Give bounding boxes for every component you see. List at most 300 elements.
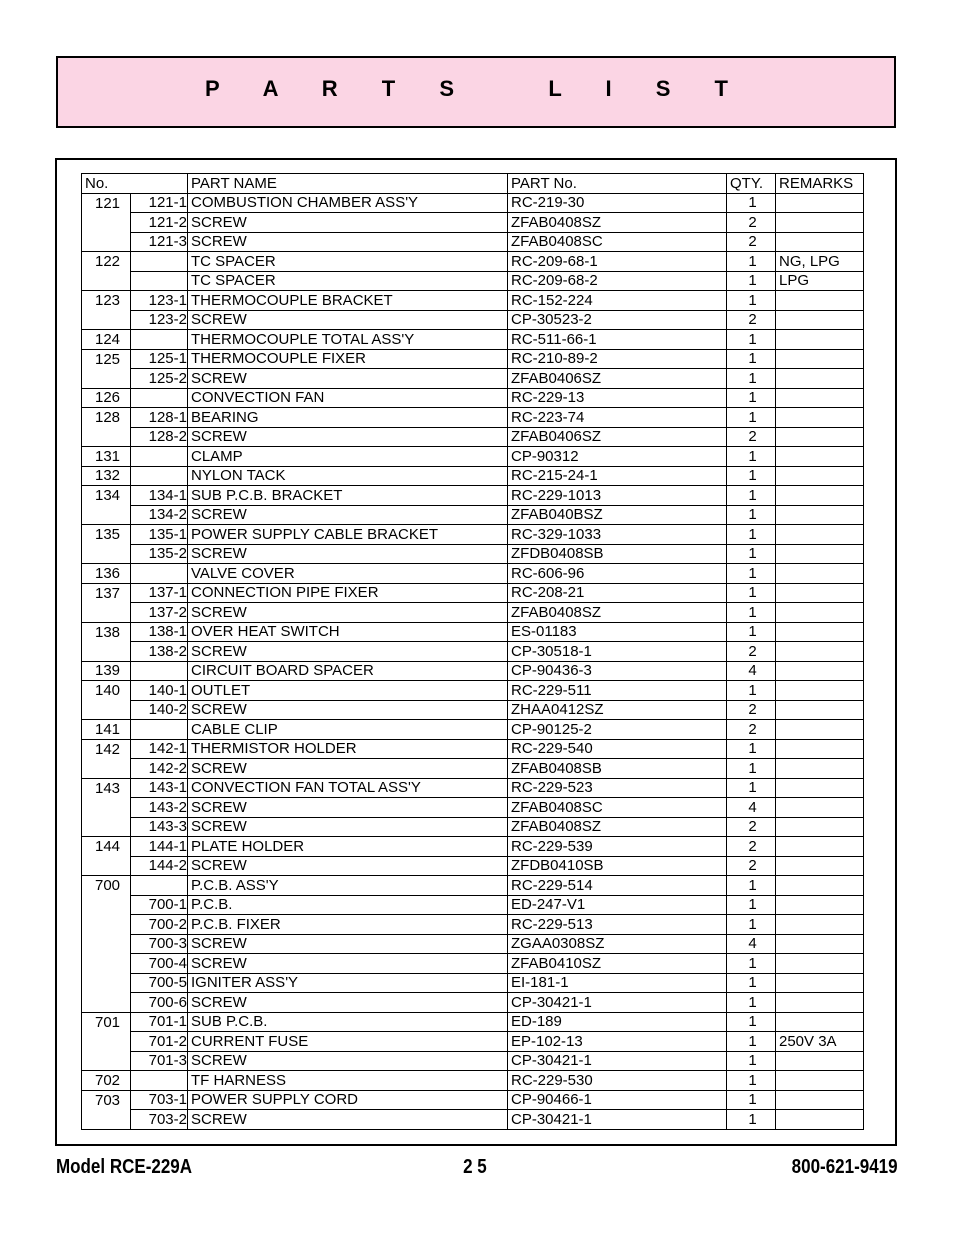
part-name-cell: NYLON TACK [188, 466, 508, 486]
sub-number-cell: 703-2 [131, 1110, 188, 1130]
item-number-cell: 140 [82, 681, 131, 701]
part-number-cell: ED-189 [508, 1012, 727, 1032]
part-number-cell: ES-01183 [508, 622, 727, 642]
part-number-cell: ZFAB0410SZ [508, 954, 727, 974]
remarks-cell [776, 954, 864, 974]
remarks-cell [776, 603, 864, 623]
item-number-cell: 134 [82, 486, 131, 506]
quantity-cell: 1 [727, 895, 776, 915]
quantity-cell: 1 [727, 622, 776, 642]
sub-number-cell: 128-1 [131, 408, 188, 428]
part-number-cell: RC-210-89-2 [508, 349, 727, 369]
parts-table-body [82, 193, 864, 1129]
part-name-cell: CONNECTION PIPE FIXER [188, 583, 508, 603]
part-number-cell: ZFDB0410SB [508, 856, 727, 876]
sub-number-cell [131, 271, 188, 291]
table-row [82, 369, 864, 389]
table-row [82, 720, 864, 740]
sub-number-cell: 143-2 [131, 798, 188, 818]
phone-number: 800-621-9419 [792, 1156, 898, 1178]
table-row [82, 291, 864, 311]
item-number-cell [82, 934, 131, 954]
item-number-cell [82, 213, 131, 233]
quantity-cell: 1 [727, 330, 776, 350]
part-name-cell: CLAMP [188, 447, 508, 467]
part-number-cell: RC-511-66-1 [508, 330, 727, 350]
table-row [82, 915, 864, 935]
part-name-cell: OUTLET [188, 681, 508, 701]
part-number-cell: RC-606-96 [508, 564, 727, 584]
item-number-cell: 700 [82, 876, 131, 896]
part-number-cell: RC-229-530 [508, 1071, 727, 1091]
remarks-cell: 250V 3A [776, 1032, 864, 1052]
part-number-cell: EP-102-13 [508, 1032, 727, 1052]
item-number-cell: 136 [82, 564, 131, 584]
part-name-cell: SCREW [188, 544, 508, 564]
item-number-cell: 144 [82, 837, 131, 857]
remarks-cell [776, 622, 864, 642]
quantity-cell: 2 [727, 817, 776, 837]
sub-number-cell: 137-2 [131, 603, 188, 623]
sub-number-cell: 700-4 [131, 954, 188, 974]
item-number-cell [82, 232, 131, 252]
sub-number-cell: 134-2 [131, 505, 188, 525]
table-row [82, 642, 864, 662]
part-name-cell: THERMOCOUPLE TOTAL ASS'Y [188, 330, 508, 350]
table-row [82, 252, 864, 272]
part-name-cell: SCREW [188, 505, 508, 525]
part-number-cell: ZFAB0408SZ [508, 603, 727, 623]
sub-number-cell: 700-1 [131, 895, 188, 915]
sub-number-cell: 123-2 [131, 310, 188, 330]
remarks-cell [776, 486, 864, 506]
quantity-cell: 1 [727, 486, 776, 506]
quantity-cell: 2 [727, 700, 776, 720]
remarks-cell [776, 291, 864, 311]
sub-number-cell [131, 388, 188, 408]
quantity-cell: 2 [727, 837, 776, 857]
item-number-cell: 132 [82, 466, 131, 486]
table-row [82, 993, 864, 1013]
remarks-cell [776, 583, 864, 603]
remarks-cell [776, 330, 864, 350]
table-row [82, 700, 864, 720]
part-name-cell: TC SPACER [188, 271, 508, 291]
item-number-cell [82, 817, 131, 837]
quantity-cell: 4 [727, 661, 776, 681]
sub-number-cell: 143-3 [131, 817, 188, 837]
part-name-cell: IGNITER ASS'Y [188, 973, 508, 993]
sub-number-cell: 125-1 [131, 349, 188, 369]
part-number-cell: CP-90312 [508, 447, 727, 467]
sub-number-cell: 128-2 [131, 427, 188, 447]
part-number-cell: RC-229-514 [508, 876, 727, 896]
quantity-cell: 1 [727, 291, 776, 311]
part-name-cell: COMBUSTION CHAMBER ASS'Y [188, 193, 508, 213]
remarks-cell [776, 798, 864, 818]
quantity-cell: 1 [727, 349, 776, 369]
quantity-cell: 1 [727, 369, 776, 389]
item-number-cell: 139 [82, 661, 131, 681]
part-number-cell: ZFAB0406SZ [508, 427, 727, 447]
item-number-cell [82, 369, 131, 389]
column-header-part-no: PART No. [508, 174, 727, 194]
remarks-cell [776, 564, 864, 584]
table-row [82, 817, 864, 837]
sub-number-cell: 144-1 [131, 837, 188, 857]
parts-list-header [56, 56, 896, 128]
remarks-cell [776, 778, 864, 798]
item-number-cell [82, 856, 131, 876]
part-number-cell: RC-229-523 [508, 778, 727, 798]
part-name-cell: CIRCUIT BOARD SPACER [188, 661, 508, 681]
remarks-cell [776, 1051, 864, 1071]
part-name-cell: P.C.B. ASS'Y [188, 876, 508, 896]
remarks-cell [776, 973, 864, 993]
part-number-cell: ZFAB040BSZ [508, 505, 727, 525]
table-row [82, 1012, 864, 1032]
part-number-cell: EI-181-1 [508, 973, 727, 993]
sub-number-cell: 700-6 [131, 993, 188, 1013]
quantity-cell: 1 [727, 1071, 776, 1091]
quantity-cell: 1 [727, 466, 776, 486]
sub-number-cell: 135-1 [131, 525, 188, 545]
quantity-cell: 1 [727, 973, 776, 993]
remarks-cell [776, 837, 864, 857]
sub-number-cell: 135-2 [131, 544, 188, 564]
sub-number-cell: 121-3 [131, 232, 188, 252]
sub-number-cell: 138-1 [131, 622, 188, 642]
quantity-cell: 1 [727, 603, 776, 623]
table-row [82, 505, 864, 525]
item-number-cell [82, 310, 131, 330]
part-name-cell: SCREW [188, 427, 508, 447]
table-row [82, 856, 864, 876]
item-number-cell [82, 271, 131, 291]
quantity-cell: 2 [727, 720, 776, 740]
part-number-cell: RC-208-21 [508, 583, 727, 603]
remarks-cell [776, 505, 864, 525]
quantity-cell: 1 [727, 505, 776, 525]
part-number-cell: ZHAA0412SZ [508, 700, 727, 720]
sub-number-cell: 142-1 [131, 739, 188, 759]
item-number-cell [82, 603, 131, 623]
table-row [82, 213, 864, 233]
column-header-part-name: PART NAME [188, 174, 508, 194]
quantity-cell: 1 [727, 759, 776, 779]
part-name-cell: CONVECTION FAN TOTAL ASS'Y [188, 778, 508, 798]
part-number-cell: RC-215-24-1 [508, 466, 727, 486]
part-number-cell: ZFDB0408SB [508, 544, 727, 564]
model-number: Model RCE-229A [56, 1156, 193, 1178]
item-number-cell [82, 1110, 131, 1130]
item-number-cell: 702 [82, 1071, 131, 1091]
part-name-cell: SCREW [188, 954, 508, 974]
table-row [82, 661, 864, 681]
sub-number-cell: 137-1 [131, 583, 188, 603]
part-name-cell: PLATE HOLDER [188, 837, 508, 857]
part-name-cell: P.C.B. FIXER [188, 915, 508, 935]
sub-number-cell [131, 720, 188, 740]
remarks-cell: LPG [776, 271, 864, 291]
remarks-cell [776, 817, 864, 837]
table-row [82, 525, 864, 545]
table-row [82, 1110, 864, 1130]
sub-number-cell [131, 661, 188, 681]
sub-number-cell: 121-1 [131, 193, 188, 213]
page-number: 2 5 [463, 1156, 487, 1178]
sub-number-cell: 701-3 [131, 1051, 188, 1071]
part-number-cell: ED-247-V1 [508, 895, 727, 915]
quantity-cell: 1 [727, 388, 776, 408]
table-row [82, 739, 864, 759]
remarks-cell [776, 232, 864, 252]
part-name-cell: CURRENT FUSE [188, 1032, 508, 1052]
item-number-cell [82, 427, 131, 447]
table-row [82, 759, 864, 779]
table-row [82, 447, 864, 467]
part-name-cell: SCREW [188, 993, 508, 1013]
item-number-cell [82, 915, 131, 935]
part-name-cell: OVER HEAT SWITCH [188, 622, 508, 642]
part-number-cell: ZFAB0408SB [508, 759, 727, 779]
part-number-cell: RC-152-224 [508, 291, 727, 311]
table-row [82, 564, 864, 584]
sub-number-cell: 700-2 [131, 915, 188, 935]
part-number-cell: RC-209-68-2 [508, 271, 727, 291]
sub-number-cell [131, 564, 188, 584]
part-name-cell: POWER SUPPLY CABLE BRACKET [188, 525, 508, 545]
part-name-cell: SCREW [188, 934, 508, 954]
quantity-cell: 1 [727, 681, 776, 701]
remarks-cell [776, 447, 864, 467]
part-number-cell: RC-209-68-1 [508, 252, 727, 272]
quantity-cell: 1 [727, 739, 776, 759]
part-number-cell: CP-30421-1 [508, 1051, 727, 1071]
item-number-cell: 137 [82, 583, 131, 603]
item-number-cell: 123 [82, 291, 131, 311]
table-row [82, 271, 864, 291]
part-name-cell: TF HARNESS [188, 1071, 508, 1091]
part-name-cell: SCREW [188, 603, 508, 623]
remarks-cell [776, 934, 864, 954]
part-number-cell: ZFAB0406SZ [508, 369, 727, 389]
part-name-cell: SCREW [188, 700, 508, 720]
remarks-cell [776, 681, 864, 701]
item-number-cell [82, 642, 131, 662]
quantity-cell: 1 [727, 193, 776, 213]
part-name-cell: SUB P.C.B. BRACKET [188, 486, 508, 506]
table-row [82, 330, 864, 350]
item-number-cell: 131 [82, 447, 131, 467]
item-number-cell: 125 [82, 349, 131, 369]
part-name-cell: POWER SUPPLY CORD [188, 1090, 508, 1110]
part-name-cell: THERMOCOUPLE BRACKET [188, 291, 508, 311]
table-header-row [82, 174, 864, 194]
part-number-cell: RC-229-511 [508, 681, 727, 701]
quantity-cell: 2 [727, 310, 776, 330]
quantity-cell: 1 [727, 564, 776, 584]
remarks-cell [776, 193, 864, 213]
quantity-cell: 1 [727, 954, 776, 974]
remarks-cell [776, 1071, 864, 1091]
part-number-cell: CP-30421-1 [508, 1110, 727, 1130]
sub-number-cell: 138-2 [131, 642, 188, 662]
part-name-cell: SCREW [188, 642, 508, 662]
table-row [82, 1032, 864, 1052]
part-name-cell: SUB P.C.B. [188, 1012, 508, 1032]
remarks-cell [776, 466, 864, 486]
item-number-cell: 701 [82, 1012, 131, 1032]
table-row [82, 837, 864, 857]
item-number-cell: 124 [82, 330, 131, 350]
quantity-cell: 2 [727, 213, 776, 233]
column-header-qty: QTY. [727, 174, 776, 194]
part-name-cell: CABLE CLIP [188, 720, 508, 740]
remarks-cell [776, 661, 864, 681]
quantity-cell: 1 [727, 583, 776, 603]
item-number-cell: 126 [82, 388, 131, 408]
part-number-cell: CP-30421-1 [508, 993, 727, 1013]
remarks-cell [776, 700, 864, 720]
part-number-cell: RC-219-30 [508, 193, 727, 213]
quantity-cell: 4 [727, 798, 776, 818]
remarks-cell [776, 427, 864, 447]
table-row [82, 193, 864, 213]
part-number-cell: ZGAA0308SZ [508, 934, 727, 954]
quantity-cell: 1 [727, 915, 776, 935]
quantity-cell: 1 [727, 252, 776, 272]
table-row [82, 408, 864, 428]
remarks-cell [776, 856, 864, 876]
quantity-cell: 2 [727, 427, 776, 447]
item-number-cell [82, 798, 131, 818]
remarks-cell [776, 739, 864, 759]
quantity-cell: 4 [727, 934, 776, 954]
table-row [82, 876, 864, 896]
remarks-cell [776, 720, 864, 740]
sub-number-cell: 144-2 [131, 856, 188, 876]
item-number-cell: 122 [82, 252, 131, 272]
item-number-cell [82, 1032, 131, 1052]
quantity-cell: 2 [727, 856, 776, 876]
table-row [82, 349, 864, 369]
item-number-cell: 143 [82, 778, 131, 798]
sub-number-cell: 143-1 [131, 778, 188, 798]
quantity-cell: 1 [727, 271, 776, 291]
quantity-cell: 1 [727, 447, 776, 467]
item-number-cell [82, 973, 131, 993]
table-row [82, 583, 864, 603]
sub-number-cell [131, 252, 188, 272]
sub-number-cell [131, 876, 188, 896]
part-number-cell: ZFAB0408SC [508, 232, 727, 252]
remarks-cell [776, 993, 864, 1013]
remarks-cell [776, 895, 864, 915]
item-number-cell: 138 [82, 622, 131, 642]
part-number-cell: ZFAB0408SZ [508, 817, 727, 837]
quantity-cell: 1 [727, 408, 776, 428]
quantity-cell: 2 [727, 642, 776, 662]
table-row [82, 622, 864, 642]
part-name-cell: SCREW [188, 1051, 508, 1071]
item-number-cell: 135 [82, 525, 131, 545]
sub-number-cell: 140-1 [131, 681, 188, 701]
table-row [82, 895, 864, 915]
item-number-cell [82, 895, 131, 915]
part-number-cell: RC-229-1013 [508, 486, 727, 506]
part-name-cell: SCREW [188, 232, 508, 252]
table-row [82, 466, 864, 486]
sub-number-cell: 123-1 [131, 291, 188, 311]
part-number-cell: RC-229-513 [508, 915, 727, 935]
part-name-cell: SCREW [188, 798, 508, 818]
item-number-cell [82, 993, 131, 1013]
quantity-cell: 1 [727, 1012, 776, 1032]
table-row [82, 798, 864, 818]
table-row [82, 1051, 864, 1071]
table-row [82, 388, 864, 408]
table-row [82, 427, 864, 447]
part-number-cell: CP-90466-1 [508, 1090, 727, 1110]
quantity-cell: 1 [727, 1110, 776, 1130]
part-name-cell: SCREW [188, 310, 508, 330]
part-name-cell: TC SPACER [188, 252, 508, 272]
table-row [82, 544, 864, 564]
part-number-cell: CP-90436-3 [508, 661, 727, 681]
sub-number-cell: 140-2 [131, 700, 188, 720]
item-number-cell [82, 544, 131, 564]
part-number-cell: RC-229-13 [508, 388, 727, 408]
remarks-cell [776, 1110, 864, 1130]
part-number-cell: CP-90125-2 [508, 720, 727, 740]
part-number-cell: RC-229-540 [508, 739, 727, 759]
remarks-cell [776, 642, 864, 662]
table-row [82, 681, 864, 701]
quantity-cell: 1 [727, 544, 776, 564]
remarks-cell [776, 525, 864, 545]
remarks-cell [776, 759, 864, 779]
part-number-cell: RC-223-74 [508, 408, 727, 428]
part-name-cell: SCREW [188, 759, 508, 779]
quantity-cell: 1 [727, 876, 776, 896]
quantity-cell: 1 [727, 1051, 776, 1071]
column-header-remarks: REMARKS [776, 174, 864, 194]
table-row [82, 954, 864, 974]
sub-number-cell: 701-1 [131, 1012, 188, 1032]
sub-number-cell [131, 466, 188, 486]
remarks-cell [776, 349, 864, 369]
part-name-cell: SCREW [188, 369, 508, 389]
remarks-cell [776, 408, 864, 428]
sub-number-cell [131, 330, 188, 350]
quantity-cell: 1 [727, 1032, 776, 1052]
sub-number-cell: 701-2 [131, 1032, 188, 1052]
sub-number-cell [131, 1071, 188, 1091]
table-row [82, 1071, 864, 1091]
part-number-cell: CP-30518-1 [508, 642, 727, 662]
table-row [82, 934, 864, 954]
quantity-cell: 1 [727, 1090, 776, 1110]
sub-number-cell: 700-5 [131, 973, 188, 993]
sub-number-cell: 703-1 [131, 1090, 188, 1110]
quantity-cell: 1 [727, 525, 776, 545]
item-number-cell: 141 [82, 720, 131, 740]
item-number-cell [82, 700, 131, 720]
item-number-cell [82, 505, 131, 525]
quantity-cell: 1 [727, 993, 776, 1013]
part-name-cell: THERMOCOUPLE FIXER [188, 349, 508, 369]
